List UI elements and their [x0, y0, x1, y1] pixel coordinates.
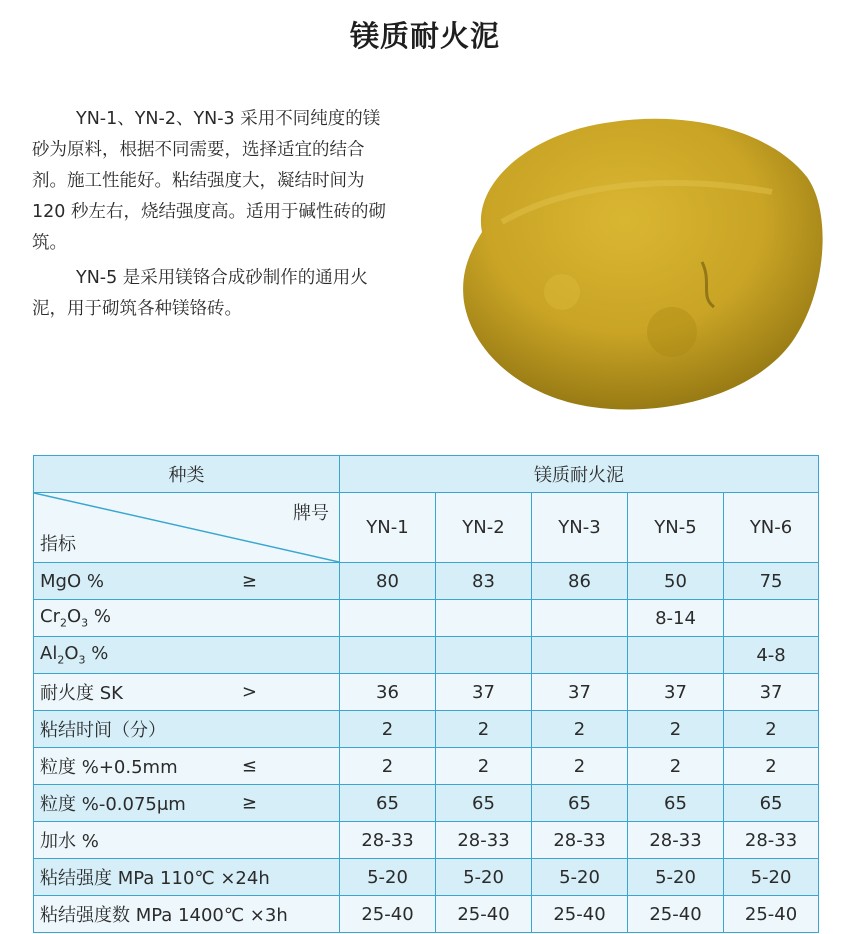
- intro-paragraph-1: YN-1、YN-2、YN-3 采用不同纯度的镁砂为原料，根据不同需要，选择适宜的结合剂。施工性能好。粘结强度大，凝结时间为 120 秒左右，烧结强度高。适用于碱性砖的砌筑。: [32, 109, 386, 253]
- table-row: [34, 637, 819, 674]
- row-label: MgO %: [40, 570, 104, 592]
- table-row: [34, 563, 819, 600]
- cell: 80: [340, 563, 436, 600]
- cell: [628, 637, 724, 674]
- cell: 83: [436, 563, 532, 600]
- brand-yn1: YN-1: [340, 493, 436, 563]
- cell: 25-40: [532, 896, 628, 933]
- cell: 2: [340, 711, 436, 748]
- cell: 86: [532, 563, 628, 600]
- cell: 75: [724, 563, 819, 600]
- cell: 37: [436, 674, 532, 711]
- cell: 2: [628, 748, 724, 785]
- cell: 25-40: [628, 896, 724, 933]
- label-part: O: [66, 606, 82, 628]
- index-label: 指标: [40, 534, 76, 555]
- group-header: 镁质耐火泥: [340, 456, 819, 493]
- label-subscript: 3: [81, 616, 89, 630]
- cell: 65: [340, 785, 436, 822]
- cell: 28-33: [340, 822, 436, 859]
- cell: [724, 600, 819, 637]
- table-row: [34, 896, 819, 933]
- cell: 28-33: [628, 822, 724, 859]
- cell: 65: [724, 785, 819, 822]
- cell: 25-40: [436, 896, 532, 933]
- cell: [532, 600, 628, 637]
- row-label: 粘结强度 MPa 110℃ ×24h: [40, 868, 270, 889]
- row-label: 粒度 %-0.075μm: [40, 794, 186, 815]
- row-symbol: ≥: [241, 570, 257, 592]
- table-row: [34, 711, 819, 748]
- cell: 2: [532, 748, 628, 785]
- table-row: [34, 748, 819, 785]
- cell: 2: [532, 711, 628, 748]
- cell: [436, 637, 532, 674]
- table-row: [34, 785, 819, 822]
- powder-image: [442, 92, 830, 422]
- table-row: [34, 859, 819, 896]
- cell: 50: [628, 563, 724, 600]
- table-row: [34, 822, 819, 859]
- cell: 65: [532, 785, 628, 822]
- row-label: 粘结强度数 MPa 1400℃ ×3h: [40, 905, 288, 926]
- cell: 5-20: [628, 859, 724, 896]
- brand-yn3: YN-3: [532, 493, 628, 563]
- cell: 65: [628, 785, 724, 822]
- intro-text: [32, 104, 388, 329]
- cell: 2: [436, 748, 532, 785]
- cell: 28-33: [532, 822, 628, 859]
- cell: 5-20: [532, 859, 628, 896]
- row-label: 粘结时间（分）: [40, 720, 166, 741]
- cell: 5-20: [436, 859, 532, 896]
- cell: [436, 600, 532, 637]
- cell: 5-20: [340, 859, 436, 896]
- brand-yn6: YN-6: [724, 493, 819, 563]
- label-part: %: [88, 606, 111, 628]
- cell: 2: [724, 748, 819, 785]
- page-title: 镁质耐火泥: [349, 19, 500, 53]
- cell: 2: [724, 711, 819, 748]
- label-part: Al: [40, 643, 58, 665]
- brand-label: 牌号: [293, 503, 329, 524]
- cell: 37: [628, 674, 724, 711]
- label-part: %: [85, 643, 109, 665]
- row-label: 粒度 %+0.5mm: [40, 757, 178, 778]
- label-subscript: 3: [78, 653, 86, 667]
- cell: 28-33: [436, 822, 532, 859]
- brand-yn5: YN-5: [628, 493, 724, 563]
- row-symbol: >: [241, 681, 257, 703]
- label-subscript: 2: [59, 616, 67, 630]
- cell: 28-33: [724, 822, 819, 859]
- cell: [340, 600, 436, 637]
- cell: 4-8: [724, 637, 819, 674]
- category-header: 种类: [34, 456, 340, 493]
- cell: 25-40: [340, 896, 436, 933]
- diagonal-header-cell: [34, 493, 340, 563]
- cell: 5-20: [724, 859, 819, 896]
- table-row: [34, 674, 819, 711]
- cell: 65: [436, 785, 532, 822]
- cell: 8-14: [628, 600, 724, 637]
- row-label: [34, 600, 340, 637]
- row-label: [34, 637, 340, 674]
- row-symbol: ≥: [241, 792, 257, 814]
- cell: 37: [532, 674, 628, 711]
- row-label: 加水 %: [40, 831, 99, 852]
- cell: [532, 637, 628, 674]
- cell: 25-40: [724, 896, 819, 933]
- label-part: O: [64, 643, 79, 665]
- label-subscript: 2: [57, 653, 65, 667]
- spec-table: [33, 455, 819, 933]
- cell: 37: [724, 674, 819, 711]
- cell: 2: [436, 711, 532, 748]
- table-row: [34, 600, 819, 637]
- brand-yn2: YN-2: [436, 493, 532, 563]
- intro-paragraph-2: YN-5 是采用镁铬合成砂制作的通用火泥，用于砌筑各种镁铬砖。: [32, 268, 368, 319]
- row-label: 耐火度 SK: [40, 683, 123, 704]
- cell: 2: [628, 711, 724, 748]
- cell: 2: [340, 748, 436, 785]
- label-part: Cr: [40, 606, 60, 628]
- cell: [340, 637, 436, 674]
- row-symbol: ≤: [241, 755, 257, 777]
- cell: 36: [340, 674, 436, 711]
